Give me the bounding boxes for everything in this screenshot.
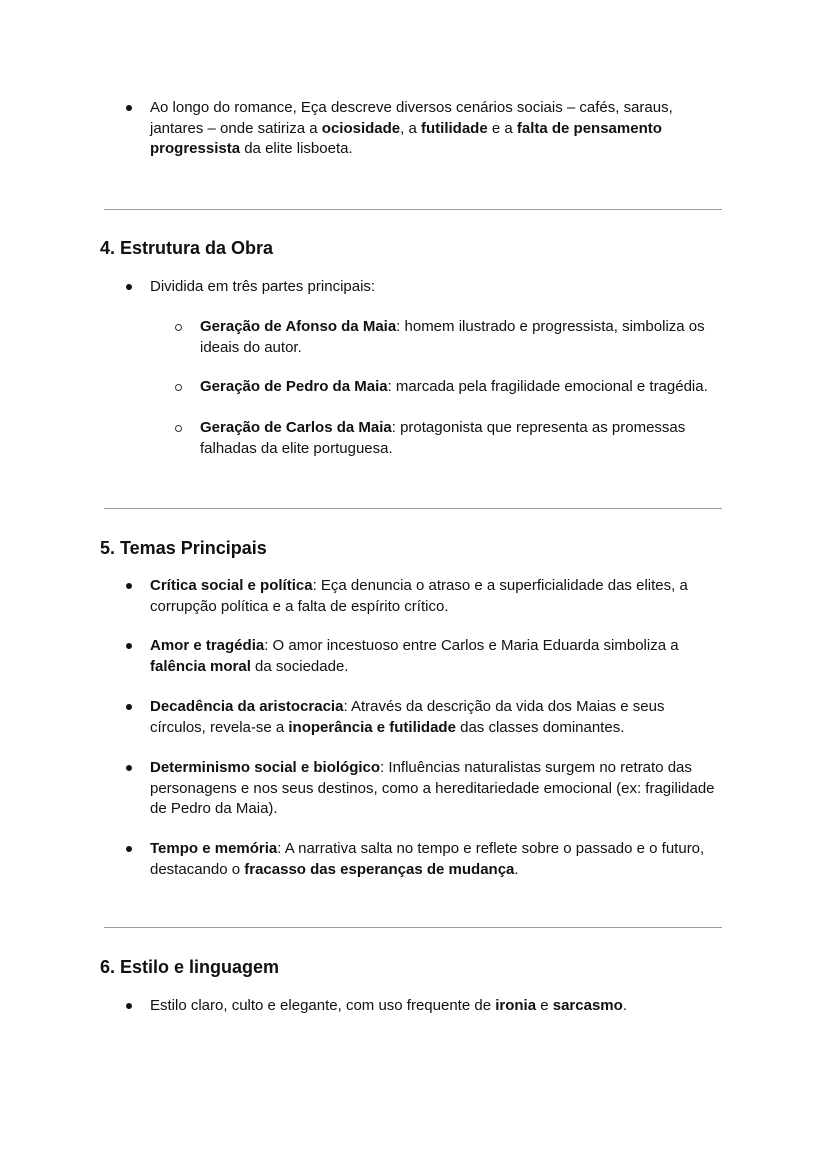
list-item: Ao longo do romance, Eça descreve diversos cenários sociais – cafés, saraus, jantares – onde satiriza a ociosidade, a futilidade e a falta de pensamento progressista da elite lisboeta. [150,99,673,157]
section-heading: 4. Estrutura da Obra [100,238,274,258]
section-heading: 5. Temas Principais [100,538,267,558]
circle-bullet-icon [175,324,182,331]
bullet-icon [126,846,132,852]
circle-bullet-icon [175,425,182,432]
list-item: Determinismo social e biológico: Influências naturalistas surgem no retrato das personagens e nos seus destinos, como a hereditariedade emocional (ex: fragilidade de Pedro da Maia). [150,759,715,817]
bullet-icon [126,765,132,771]
bullet-icon [126,704,132,710]
bullet-icon [126,105,132,111]
sub-list-item: Geração de Carlos da Maia: protagonista que representa as promessas falhadas da elite portuguesa. [200,419,686,457]
bullet-icon [126,583,132,589]
list-item: Amor e tragédia: O amor incestuoso entre Carlos e Maria Eduarda simboliza a falência moral da sociedade. [150,637,679,675]
section-heading: 6. Estilo e linguagem [100,957,280,977]
list-item: Crítica social e política: Eça denuncia o atraso e a superficialidade das elites, a corrupção política e a falta de espírito crítico. [150,577,688,615]
circle-bullet-icon [175,384,182,391]
sub-list-item: Geração de Afonso da Maia: homem ilustrado e progressista, simboliza os ideais do autor. [200,318,705,356]
sub-list-item: Geração de Pedro da Maia: marcada pela fragilidade emocional e tragédia. [200,378,708,395]
horizontal-divider [104,508,722,509]
list-item: Decadência da aristocracia: Através da descrição da vida dos Maias e seus círculos, revela-se a inoperância e futilidade das classes dominantes. [150,698,665,736]
horizontal-divider [104,209,722,210]
bullet-icon [126,643,132,649]
list-item: Tempo e memória: A narrativa salta no tempo e reflete sobre o passado e o futuro, destacando o fracasso das esperanças de mudança. [150,840,705,878]
list-item: Dividida em três partes principais: [150,278,376,295]
bullet-icon [126,1003,132,1009]
bullet-icon [126,284,132,290]
horizontal-divider [104,927,722,928]
list-item: Estilo claro, culto e elegante, com uso frequente de ironia e sarcasmo. [150,997,627,1014]
